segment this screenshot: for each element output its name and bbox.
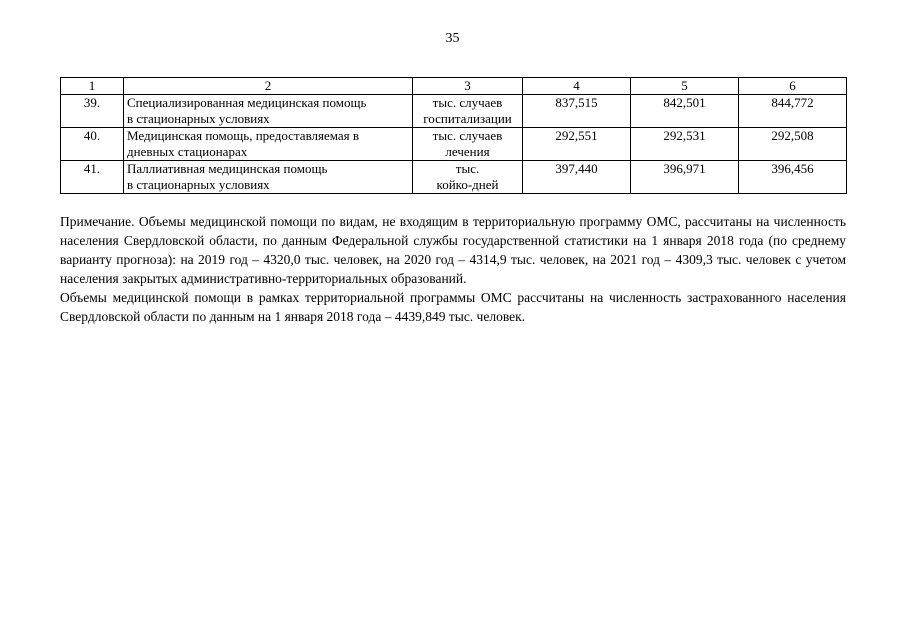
care-type-name-line: дневных стационарах [127,144,248,159]
column-number-5: 5 [631,78,739,95]
column-number-4: 4 [523,78,631,95]
note-paragraph-insured: Объемы медицинской помощи в рамках территориальной программы ОМС рассчитаны на численность застрахованного населения Свердловской области по данным на 1 января 2018 года – 4439,849 тыс. человек. [60,290,846,324]
unit-of-measure [413,95,523,128]
value-col-5: 396,971 [631,161,739,194]
unit-line: госпитализации [423,111,512,126]
care-type-name-line: Медицинская помощь, предоставляемая в [127,128,360,143]
unit-of-measure [413,128,523,161]
care-type-name [124,128,413,161]
table-row [61,95,847,128]
table-header-row [61,78,847,95]
care-type-name-line: в стационарных условиях [127,177,270,192]
row-number: 41. [61,161,124,194]
unit-of-measure [413,161,523,194]
page-number: 35 [445,31,460,46]
unit-line: тыс. случаев [432,128,503,143]
unit-line: тыс. случаев [432,95,503,110]
value-col-4: 397,440 [523,161,631,194]
note-paragraph-population: Примечание. Объемы медицинской помощи по видам, не входящим в территориальную программу ОМС, рассчитаны на численность населения Свердловской области, по данным Федеральной службы государственной статистики на 1 января 2018 года (по среднему варианту прогноза): на 2019 год – 4320,0 тыс. человек, на 2020 год – 4314,9 тыс. человек, на 2021 год – 4309,3 тыс. человек с учетом населения закрытых административно-территориальных образований. [60,214,846,286]
care-type-name-line: Специализированная медицинская помощь [127,95,367,110]
value-col-4: 837,515 [523,95,631,128]
value-col-6: 396,456 [739,161,847,194]
medical-care-volume-table [60,77,847,194]
care-type-name [124,95,413,128]
value-col-5: 842,501 [631,95,739,128]
unit-line: койко-дней [436,177,499,192]
care-type-name-line: Паллиативная медицинская помощь [127,161,328,176]
unit-line: лечения [445,144,490,159]
column-number-6: 6 [739,78,847,95]
care-type-name-line: в стационарных условиях [127,111,270,126]
unit-line: тыс. [455,161,480,176]
table-row [61,161,847,194]
value-col-6: 844,772 [739,95,847,128]
value-col-4: 292,551 [523,128,631,161]
row-number: 39. [61,95,124,128]
column-number-3: 3 [413,78,523,95]
column-number-1: 1 [61,78,124,95]
row-number: 40. [61,128,124,161]
care-type-name [124,161,413,194]
table-row [61,128,847,161]
table-note [60,212,846,326]
value-col-5: 292,531 [631,128,739,161]
value-col-6: 292,508 [739,128,847,161]
column-number-2: 2 [124,78,413,95]
